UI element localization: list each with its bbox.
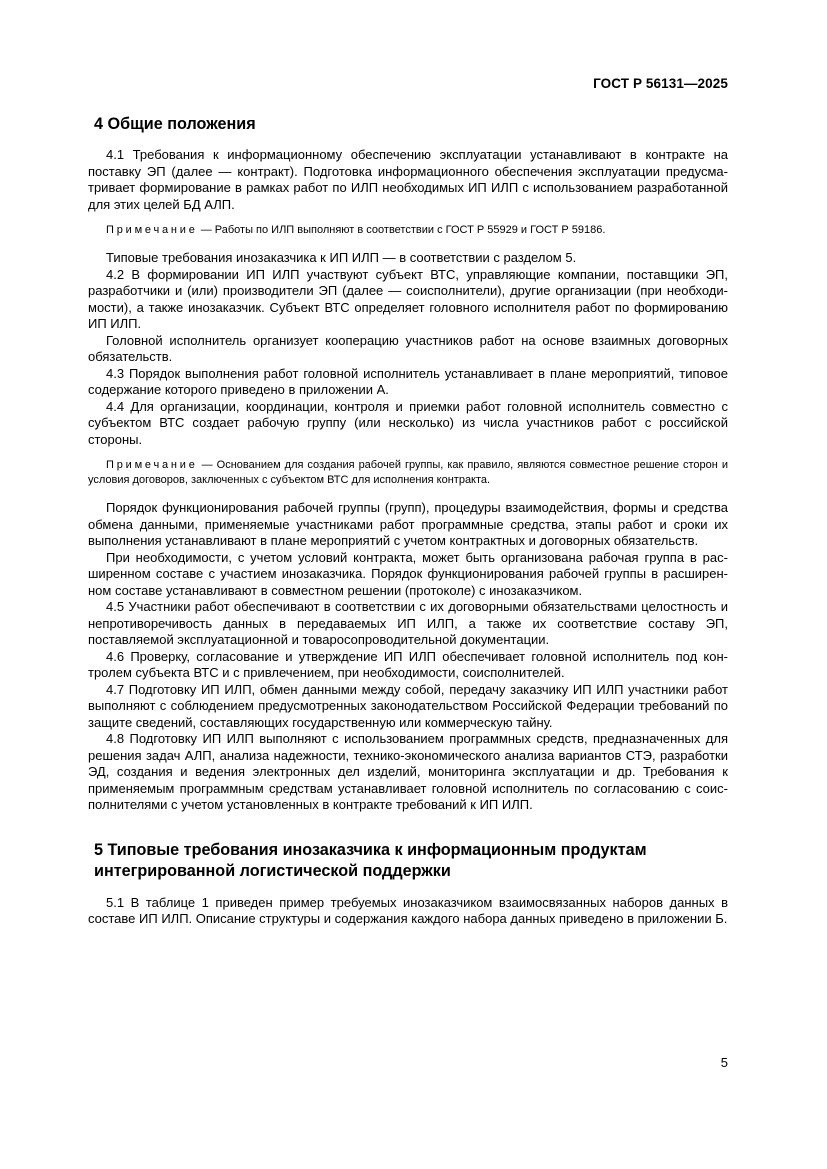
section-5-title-line-2: интегрированной логистической поддержки — [94, 861, 451, 880]
note-2-text: — Основанием для создания рабочей группы, как правило, являются совместное решение сторон и условия договоров, заключенных с субъектом ВТС для исполнения контракта. — [88, 459, 728, 486]
paragraph-4-3: 4.3 Порядок выполнения работ головной исполнитель устанавливает в плане мероприятий, типовое содержание которого приведено в приложении А. — [88, 365, 728, 397]
page-content — [88, 114, 728, 928]
paragraph-4-2: 4.2 В формировании ИП ИЛП участвуют субъект ВТС, управляющие компании, поставщики ЭП, разработчики и (или) производители ЭП (далее — соисполнители), другие организации (при необходимости), а также инозаказчик. Субъект ВТС определяет головного исполнителя работ по формированию ИП ИЛП. — [88, 266, 728, 331]
paragraph-extended-group: При необходимости, с учетом условий контракта, может быть организована рабочая группа в расширенном составе с участием инозаказчика. Порядок функционирования рабочей группы в расширенном составе устанавливают в совместном решении (протоколе) с инозаказчиком. — [88, 549, 728, 598]
paragraph-working-group-order: Порядок функционирования рабочей группы (групп), процедуры взаимодействия, формы и средства обмена данными, применяемые участниками работ программные средства, этапы работ и сроки их выполнения устанавливают в плане мероприятий с учетом контрактных и договорных обязательств. — [88, 500, 728, 548]
paragraph-4-6: 4.6 Проверку, согласование и утверждение ИП ИЛП обеспечивает головной исполнитель под контролем субъекта ВТС и с привлечением, при необходимости, соисполнителей. — [88, 648, 728, 680]
paragraph-head-executor: Головной исполнитель организует кооперацию участников работ на основе взаимных договорных обязательств. — [88, 332, 728, 364]
section-4-title: 4 Общие положения — [94, 115, 256, 133]
standard-code: ГОСТ Р 56131—2025 — [593, 76, 728, 91]
page-number: 5 — [720, 1055, 728, 1070]
paragraph-4-5: 4.5 Участники работ обеспечивают в соответствии с их договорными обязательствами целостность и непротиворечивость данных в передаваемых ИП ИЛП, а также их соответствие составу ЭП, поставляемой эксплуатационной и товаросопроводительной документации. — [88, 599, 728, 647]
paragraph-typical-requirements: Типовые требования инозаказчика к ИП ИЛП — в соответствии с разделом 5. — [106, 250, 577, 265]
note-2 — [88, 458, 728, 488]
note-2-label: Примечание — [106, 459, 198, 471]
paragraph-5-1: 5.1 В таблице 1 приведен пример требуемых инозаказчиком взаимосвязанных наборов данных в составе ИП ИЛП. Описание структуры и содержания каждого набора данных приведено в приложении Б. — [88, 894, 728, 926]
paragraph-4-8: 4.8 Подготовку ИП ИЛП выполняют с использованием программных средств, предназначенных для решения задач АЛП, анализа надежности, технико-экономического анализа вариантов СТЭ, разработки ЭД, создания и ведения электронных дел изделий, мониторинга эксплуатации и др. Требования к применяемым программным средствам устанавливает головной исполнитель по согласованию с соисполнителями с учетом установленных в контракте требований к ИП ИЛП. — [88, 731, 728, 812]
paragraph-4-1: 4.1 Требования к информационному обеспечению эксплуатации устанавливают в контракте на поставку ЭП (далее — контракт). Подготовка информационного обеспечения эксплуатации предусматривает формирование в рамках работ по ИЛП необходимых ИП ИЛП с использованием разработанной для этих целей БД АЛП. — [88, 147, 728, 212]
section-5-title — [88, 840, 728, 882]
note-1 — [88, 223, 728, 238]
note-1-text: — Работы по ИЛП выполняют в соответствии с ГОСТ Р 55929 и ГОСТ Р 59186. — [197, 224, 606, 236]
section-5-title-line-1: 5 Типовые требования инозаказчика к информационным продуктам — [94, 840, 647, 859]
paragraph-4-7: 4.7 Подготовку ИП ИЛП, обмен данными между собой, передачу заказчику ИП ИЛП участники работ выполняют с соблюдением предусмотренных законодательством Российской Федерации требований по защите сведений, составляющих государственную или коммерческую тайну. — [88, 681, 728, 730]
paragraph-4-4: 4.4 Для организации, координации, контроля и приемки работ головной исполнитель совместно с субъектом ВТС создает рабочую группу (или несколько) из числа участников работ с российской стороны. — [88, 398, 728, 447]
note-1-label: Примечание — [106, 224, 198, 236]
